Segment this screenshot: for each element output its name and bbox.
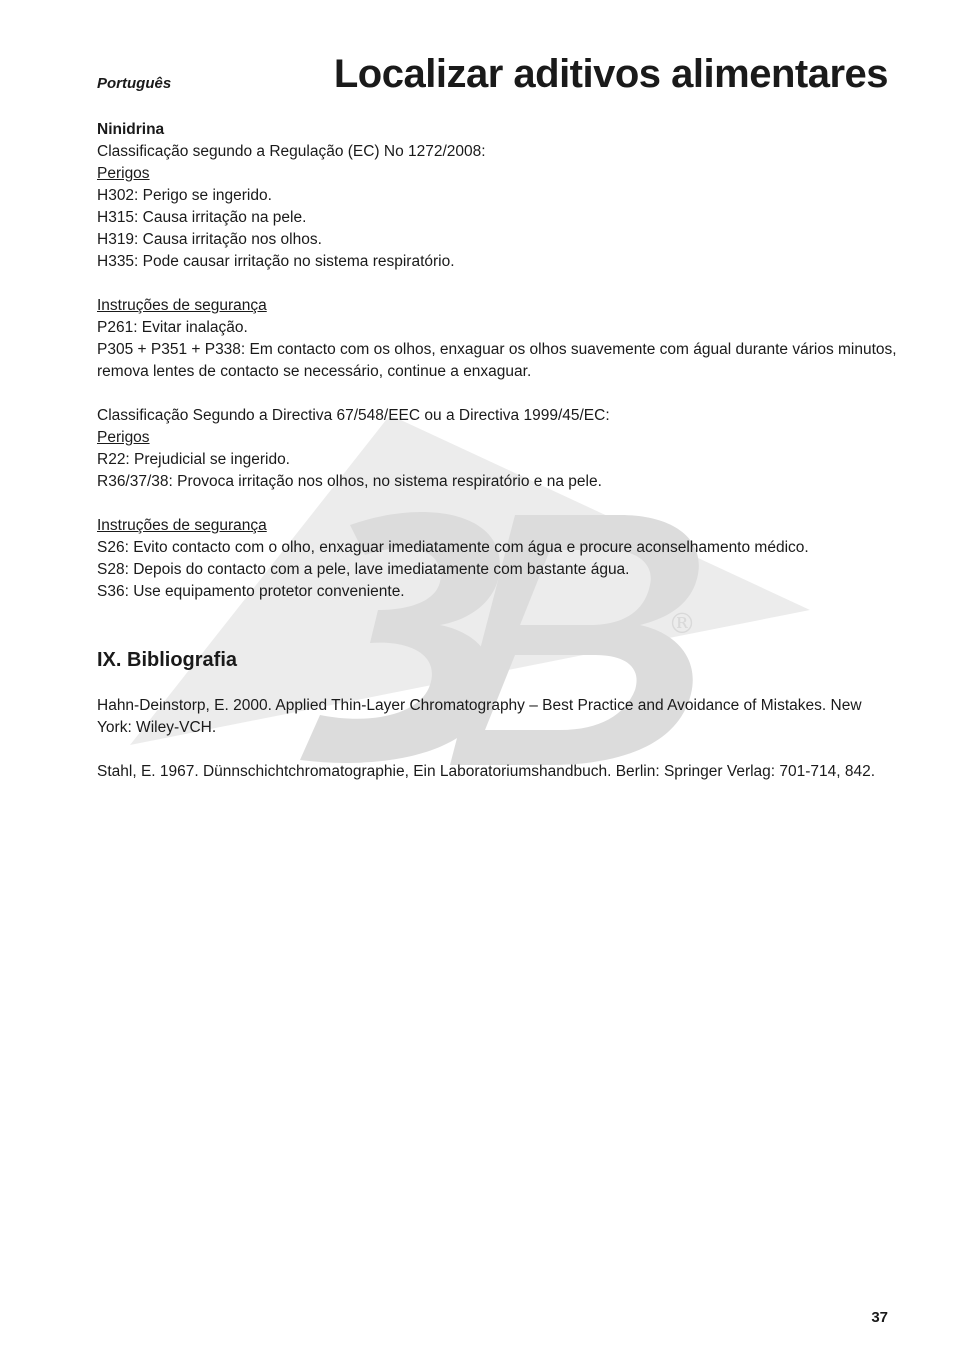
page-title: Localizar aditivos alimentares	[333, 52, 888, 96]
bibliography-entry: Hahn-Deinstorp, E. 2000. Applied Thin-Layer Chromatography – Best Practice and Avoidance of Mistakes. New York: Wiley-VCH.	[97, 697, 862, 736]
language-label: Português	[97, 75, 172, 92]
registered-mark: ®	[668, 607, 696, 640]
hazard-statement: H315: Causa irritação na pele.	[97, 209, 307, 226]
bibliography-entry: Stahl, E. 1967. Dünnschichtchromatographie, Ein Laboratoriumshandbuch. Berlin: Springer Verlag: 701-714, 842.	[97, 763, 876, 780]
hazards-label: Perigos	[97, 165, 150, 182]
hazard-statement: H319: Causa irritação nos olhos.	[97, 231, 322, 248]
page-number: 37	[871, 1309, 888, 1326]
risk-phrase: R36/37/38: Provoca irritação nos olhos, no sistema respiratório e na pele.	[97, 473, 602, 490]
safety-phrase: S26: Evito contacto com o olho, enxaguar imediatamente com água e procure aconselhamento médico.	[97, 539, 809, 556]
section-heading-bibliography: IX. Bibliografia	[97, 649, 238, 671]
document-body	[97, 119, 897, 783]
safety-phrase: S28: Depois do contacto com a pele, lave imediatamente com bastante água.	[97, 561, 630, 578]
classification-regulation: Classificação segundo a Regulação (EC) No 1272/2008:	[97, 143, 486, 160]
section-heading-ninidrina: Ninidrina	[97, 121, 165, 138]
precaution-statement: P305 + P351 + P338: Em contacto com os olhos, enxaguar os olhos suavemente com água​l durante vários minutos, remova lentes de contacto se necessário, continue a enxaguar.	[97, 341, 897, 380]
safety-label: Instruções de segurança	[97, 517, 267, 534]
precaution-statement: P261: Evitar inalação.	[97, 319, 248, 336]
hazard-statement: H302: Perigo se ingerido.	[97, 187, 272, 204]
safety-label: Instruções de segurança	[97, 297, 267, 314]
risk-phrase: R22: Prejudicial se ingerido.	[97, 451, 290, 468]
classification-directive: Classificação Segundo a Directiva 67/548/EEC ou a Directiva 1999/45/EC:	[97, 407, 610, 424]
hazards-label: Perigos	[97, 429, 150, 446]
safety-phrase: S36: Use equipamento protetor conveniente.	[97, 583, 405, 600]
hazard-statement: H335: Pode causar irritação no sistema respiratório.	[97, 253, 455, 270]
